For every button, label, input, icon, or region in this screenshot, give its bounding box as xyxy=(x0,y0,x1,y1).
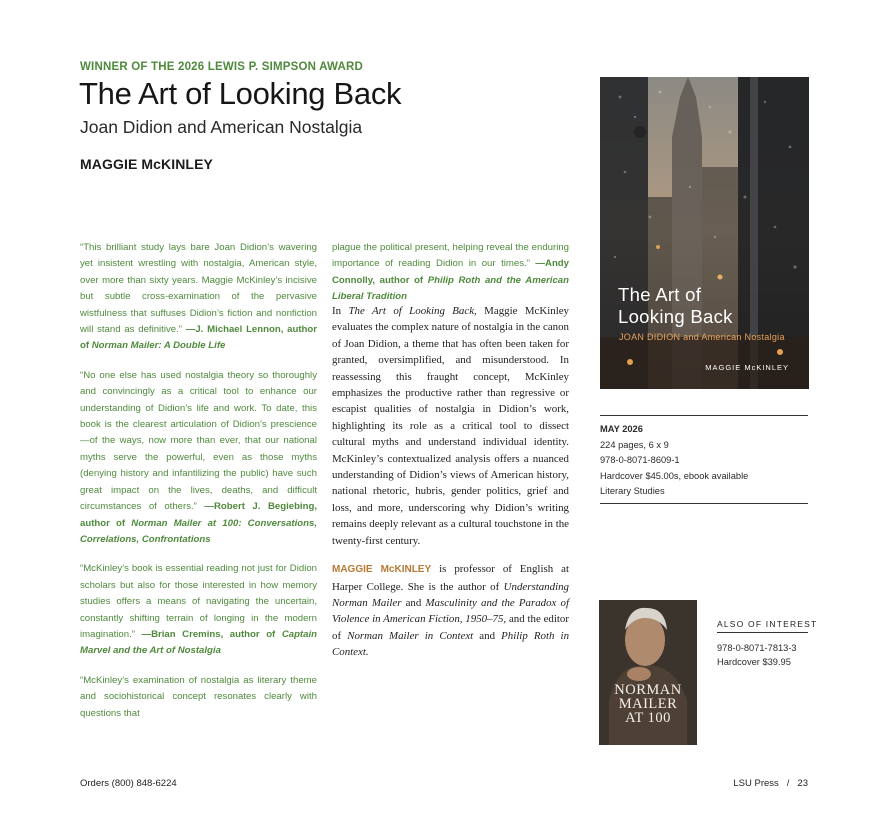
quote-source-work: Norman Mailer at 100: Conversations, Correlations, Confrontations xyxy=(80,517,317,545)
praise-column-left xyxy=(80,240,317,735)
pub-date: MAY 2026 xyxy=(600,424,643,434)
related-cover-title: NORMAN MAILER AT 100 xyxy=(614,682,682,726)
pub-pages: 224 pages, 6 x 9 xyxy=(600,439,669,450)
footer-page-info xyxy=(733,778,808,789)
quote-text: “McKinley’s book is essential reading not just for Didion scholars but also for those interested in how memory studies offers a means of navigating the uncertain, constantly shifting terrain of longing in the modern imagination.” xyxy=(80,563,317,640)
book-cover-image xyxy=(600,77,809,389)
praise-quote-part-1 xyxy=(80,673,317,722)
quote-source-work: Captain Marvel and the Art of Nostalgia xyxy=(80,628,317,657)
footer-publisher: LSU Press xyxy=(733,778,779,789)
description-title: The Art of Looking Back, xyxy=(348,305,477,317)
footer-separator: / xyxy=(786,778,790,789)
praise-quote xyxy=(80,561,317,659)
description-column xyxy=(332,303,569,673)
cover-author: MAGGIE McKINLEY xyxy=(705,363,789,372)
praise-quote-part-2 xyxy=(332,240,569,306)
author-bio: MAGGIE McKINLEY is professor of English at Harper College. She is the author of Understanding Norman Mailer and Masculinity and the Paradox of Violence in American Fiction, 1950–75, and the editor of Norman Mailer in Context and Philip Roth in Context. xyxy=(332,563,570,659)
book-title: The Art of Looking Back xyxy=(79,76,402,111)
pub-subject: Literary Studies xyxy=(600,486,665,496)
divider xyxy=(600,415,808,416)
related-format: Hardcover $39.95 xyxy=(717,656,791,667)
award-line: WINNER OF THE 2026 LEWIS P. SIMPSON AWARD xyxy=(80,61,363,73)
cover-photo-icon xyxy=(600,77,809,389)
bio-author-name: MAGGIE McKINLEY xyxy=(332,564,432,576)
divider xyxy=(600,503,808,504)
pub-isbn: 978-0-8071-8609-1 xyxy=(600,455,680,465)
praise-quote xyxy=(80,240,317,355)
praise-quote xyxy=(80,368,317,548)
author-name: MAGGIE McKINLEY xyxy=(80,156,213,172)
quote-text: “No one else has used nostalgia theory so thoroughly and convincingly as a critical tool to enhance our understanding of Didion’s life and work. To date, this book is the clearest articulation of Didion’s prescience—of the ways, now more than ever, that our national myths serve the powerful, even as those myths (denying history and infantilizing the public) have such great impact on the lives, deaths, and difficult circumstances of others.” xyxy=(80,369,317,513)
quote-source: —Andy Connolly, author of Philip Roth and the American Liberal Tradition xyxy=(332,258,569,303)
quote-text: plague the political present, helping reveal the enduring importance of reading Didion in our times.” xyxy=(332,242,569,270)
footer-orders: Orders (800) 848-6224 xyxy=(80,778,177,789)
quote-source: —Robert J. Begiebing, author of Norman Mailer at 100: Conversations, Correlations, Confrontations xyxy=(80,501,317,545)
book-description: In The Art of Looking Back, Maggie McKinley evaluates the complex nature of nostalgia in the canon of Joan Didion, a theme that has often been taken for granted, oversimplified, and misunderstood. In reassessing this fraught concept, McKinley emphasizes the productive rather than regressive or escapist qualities of nostalgia in Didion’s work, highlighting its role as a critical tool to dissect cultural myths and understand individual identity. McKinley’s contextualized analysis offers a nuanced understanding of Didion’s views of American history, national rhetoric, hubris, gender politics, grief and loss, and more, underscoring why Didion’s writing remains deeply relevant as a cultural touchstone in the twenty-first century. xyxy=(332,305,570,547)
related-book-info xyxy=(717,642,797,669)
quote-source: —J. Michael Lennon, author of Norman Mailer: A Double Life xyxy=(80,324,317,352)
quote-source-work: Norman Mailer: A Double Life xyxy=(91,340,226,352)
related-book-cover xyxy=(599,600,697,745)
pub-format: Hardcover $45.00s, ebook available xyxy=(600,470,749,481)
cover-title: The Art of Looking Back xyxy=(618,284,733,327)
related-isbn: 978-0-8071-7813-3 xyxy=(717,643,797,653)
cover-subtitle: JOAN DIDION and American Nostalgia xyxy=(619,332,785,342)
quote-text: “This brilliant study lays bare Joan Didion’s wavering yet insistent wrestling with nostalgia, American style, over more than sixty years. Maggie McKinley’s incisive but subtle cross-examination of the pervasive wistfulness that suffuses Didion’s fiction and nonfiction will stand as definitive.” xyxy=(80,242,317,336)
quote-source-work: Philip Roth and the American Liberal Tradition xyxy=(332,274,569,303)
quote-source: —Brian Cremins, author of Captain Marvel and the Art of Nostalgia xyxy=(80,628,317,657)
divider xyxy=(717,632,808,633)
quote-text: “McKinley’s examination of nostalgia as literary theme and sociohistorical concept resonates clearly with questions that xyxy=(80,674,317,719)
also-of-interest-heading: ALSO OF INTEREST xyxy=(717,619,818,629)
book-subtitle: Joan Didion and American Nostalgia xyxy=(80,117,363,137)
page-number: 23 xyxy=(797,778,808,789)
publication-info xyxy=(600,422,748,500)
